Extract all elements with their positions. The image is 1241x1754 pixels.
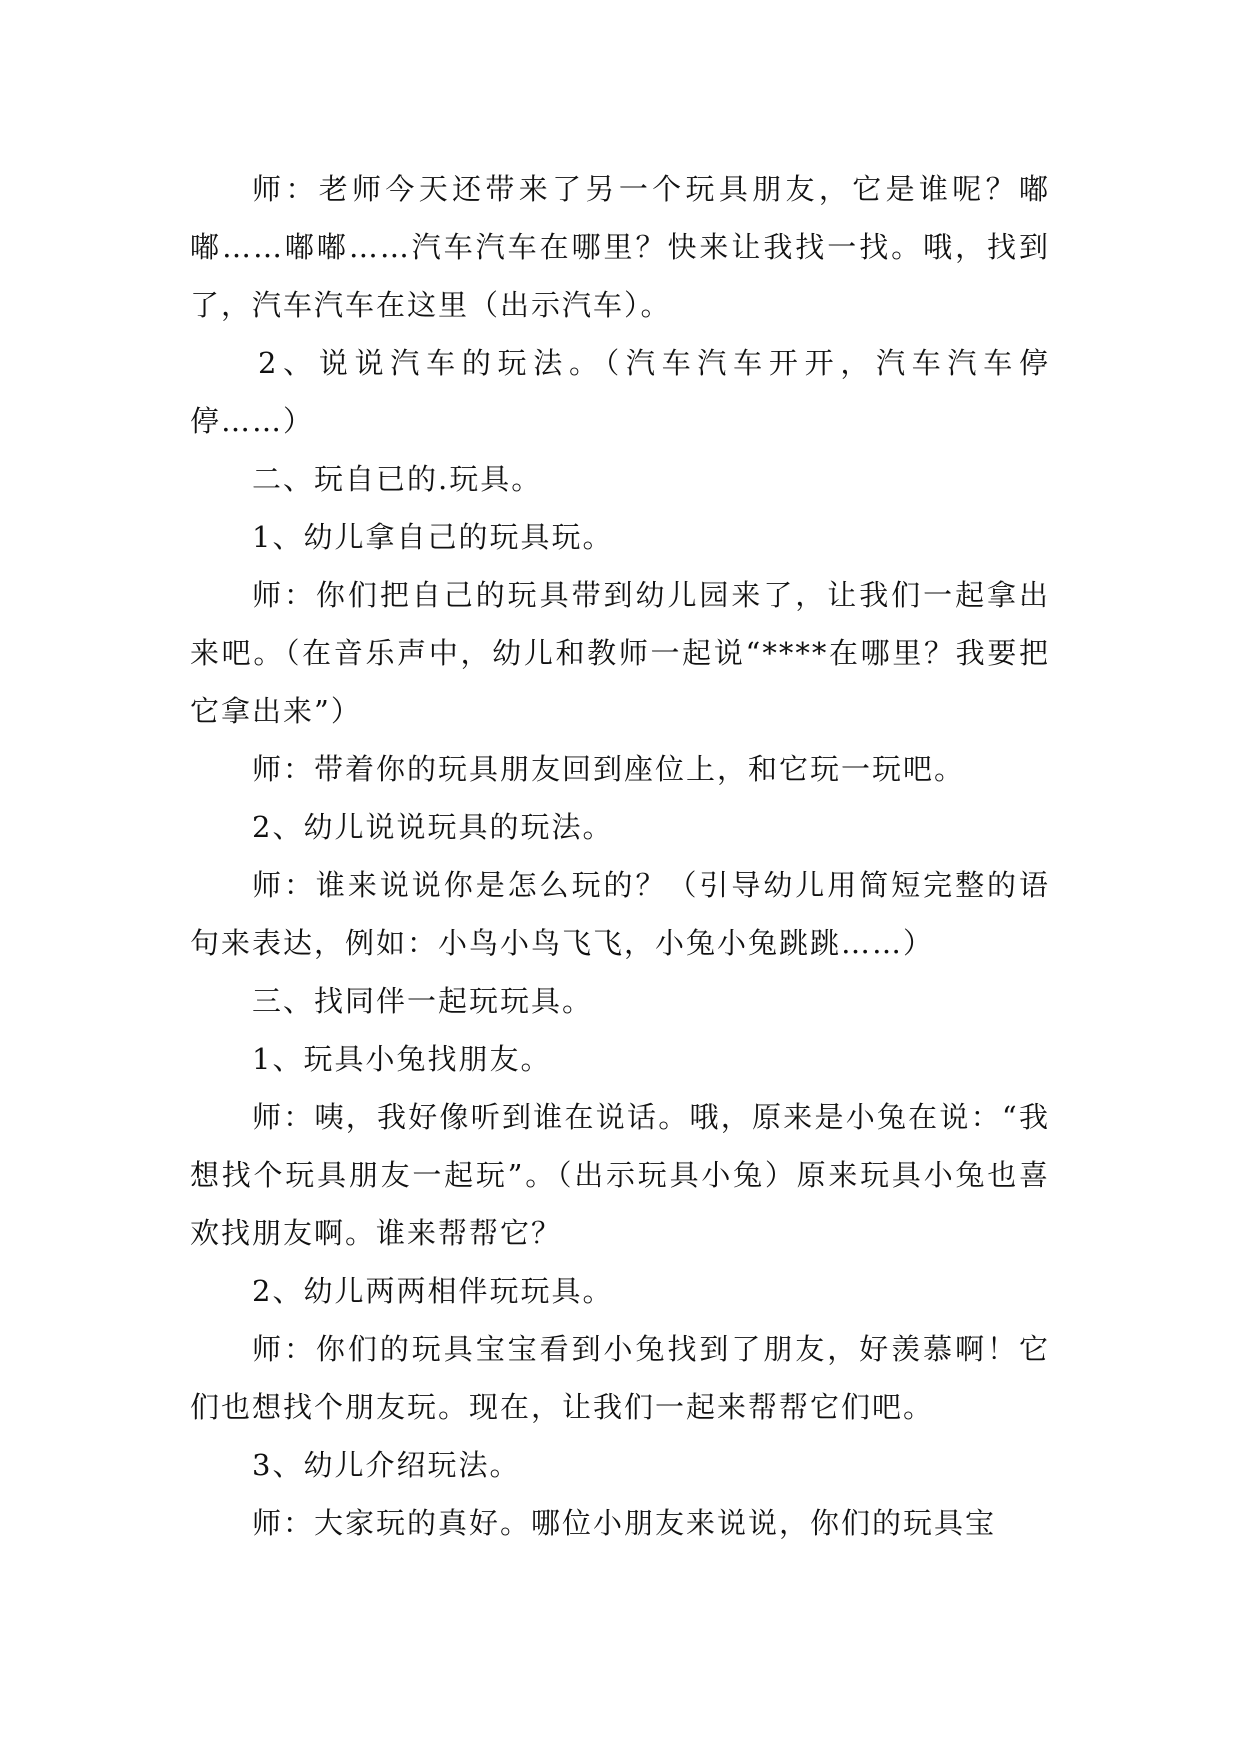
paragraph-teacher-take-out-toys: 师：你们把自己的玩具带到幼儿园来了，让我们一起拿出来吧。（在音乐声中，幼儿和教师一起说“****在哪里？我要把它拿出来”）	[190, 578, 1050, 728]
paragraph-teacher-help-toys: 师：你们的玩具宝宝看到小兔找到了朋友，好羡慕啊！它们也想找个朋友玩。现在，让我们一起来帮帮它们吧。	[190, 1332, 1050, 1424]
paragraph-teacher-who-explains: 师：谁来说说你是怎么玩的？（引导幼儿用简短完整的语句来表达，例如：小鸟小鸟飞飞，小兔小兔跳跳……）	[190, 868, 1050, 960]
step-rabbit-finds-friend: 1、玩具小兔找朋友。	[252, 1042, 552, 1076]
paragraph-teacher-rabbit-speaks: 师：咦，我好像听到谁在说话。哦，原来是小兔在说：“我想找个玩具朋友一起玩”。（出示玩具小兔）原来玩具小兔也喜欢找朋友啊。谁来帮帮它？	[190, 1100, 1050, 1250]
paragraph-teacher-well-played: 师：大家玩的真好。哪位小朋友来说说，你们的玩具宝	[252, 1506, 997, 1540]
section-heading-play-with-partner: 三、找同伴一起玩玩具。	[252, 984, 594, 1018]
step-children-pair-play: 2、幼儿两两相伴玩玩具。	[252, 1274, 614, 1308]
paragraph-teacher-back-to-seat: 师：带着你的玩具朋友回到座位上，和它玩一玩吧。	[252, 752, 966, 786]
paragraph-car-play-method: 2、说说汽车的玩法。（汽车汽车开开，汽车汽车停停……）	[190, 346, 1050, 438]
paragraph-teacher-car-intro: 师：老师今天还带来了另一个玩具朋友，它是谁呢？嘟嘟……嘟嘟……汽车汽车在哪里？快来让我找一找。哦，找到了，汽车汽车在这里（出示汽车）。	[190, 172, 1050, 322]
document-body	[190, 160, 1050, 1552]
step-children-describe-play: 2、幼儿说说玩具的玩法。	[252, 810, 614, 844]
section-heading-play-own-toys: 二、玩自已的.玩具。	[252, 462, 543, 496]
step-children-introduce-play: 3、幼儿介绍玩法。	[252, 1448, 521, 1482]
step-children-take-toys: 1、幼儿拿自己的玩具玩。	[252, 520, 614, 554]
